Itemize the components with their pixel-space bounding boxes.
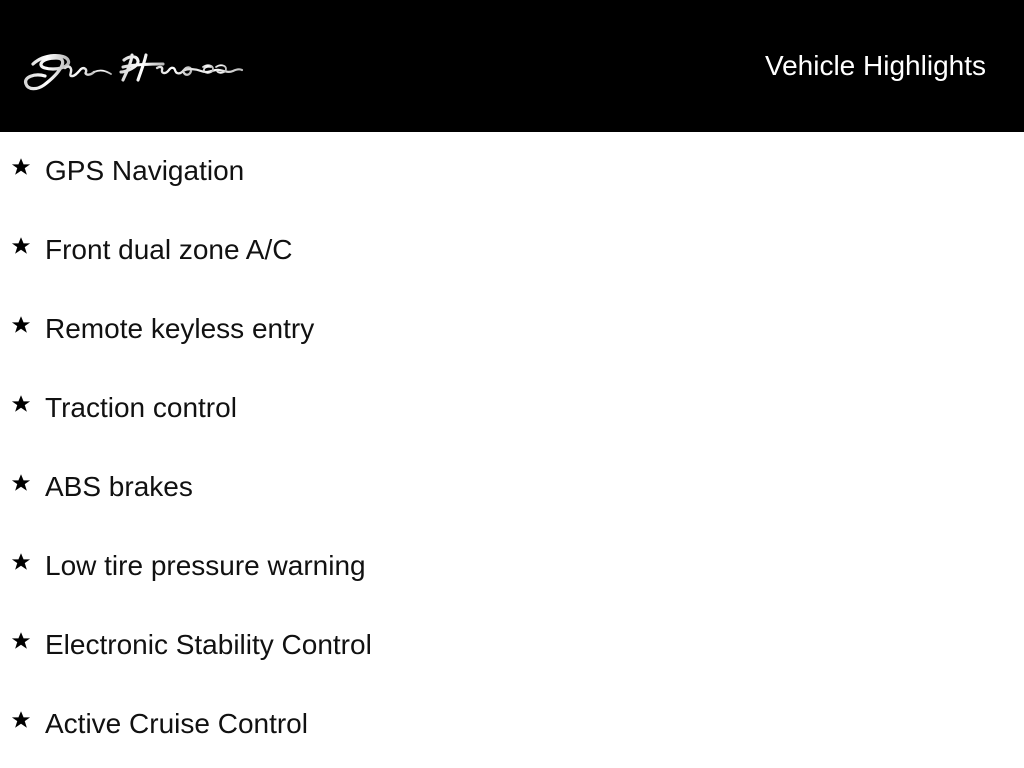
- highlight-label: Traction control: [45, 392, 237, 423]
- page-header: [0, 0, 1024, 132]
- star-icon: [10, 472, 32, 494]
- highlight-item-gps-navigation: [0, 132, 1024, 211]
- star-icon: [10, 235, 32, 257]
- highlight-label: Front dual zone A/C: [45, 234, 293, 265]
- vehicle-highlights-title: Vehicle Highlights: [764, 50, 986, 81]
- vehicle-highlights-list: [0, 132, 1024, 764]
- highlight-label: Low tire pressure warning: [45, 550, 366, 581]
- highlight-item-active-cruise-control: [0, 685, 1024, 764]
- jim-hudson-logo: [20, 46, 244, 96]
- highlight-label: Active Cruise Control: [45, 708, 308, 739]
- star-icon: [10, 551, 32, 573]
- highlight-label: Remote keyless entry: [45, 313, 315, 344]
- highlight-label: Electronic Stability Control: [45, 629, 372, 660]
- highlight-item-front-dual-zone-ac: [0, 211, 1024, 290]
- star-icon: [10, 709, 32, 731]
- highlight-label: ABS brakes: [45, 471, 193, 502]
- star-icon: [10, 314, 32, 336]
- highlight-item-electronic-stability-control: [0, 606, 1024, 685]
- star-icon: [10, 393, 32, 415]
- highlight-label: GPS Navigation: [45, 155, 245, 186]
- highlight-item-remote-keyless-entry: [0, 290, 1024, 369]
- star-icon: [10, 156, 32, 178]
- star-icon: [10, 630, 32, 652]
- highlight-item-low-tire-pressure-warning: [0, 527, 1024, 606]
- highlight-item-traction-control: [0, 369, 1024, 448]
- highlight-item-abs-brakes: [0, 448, 1024, 527]
